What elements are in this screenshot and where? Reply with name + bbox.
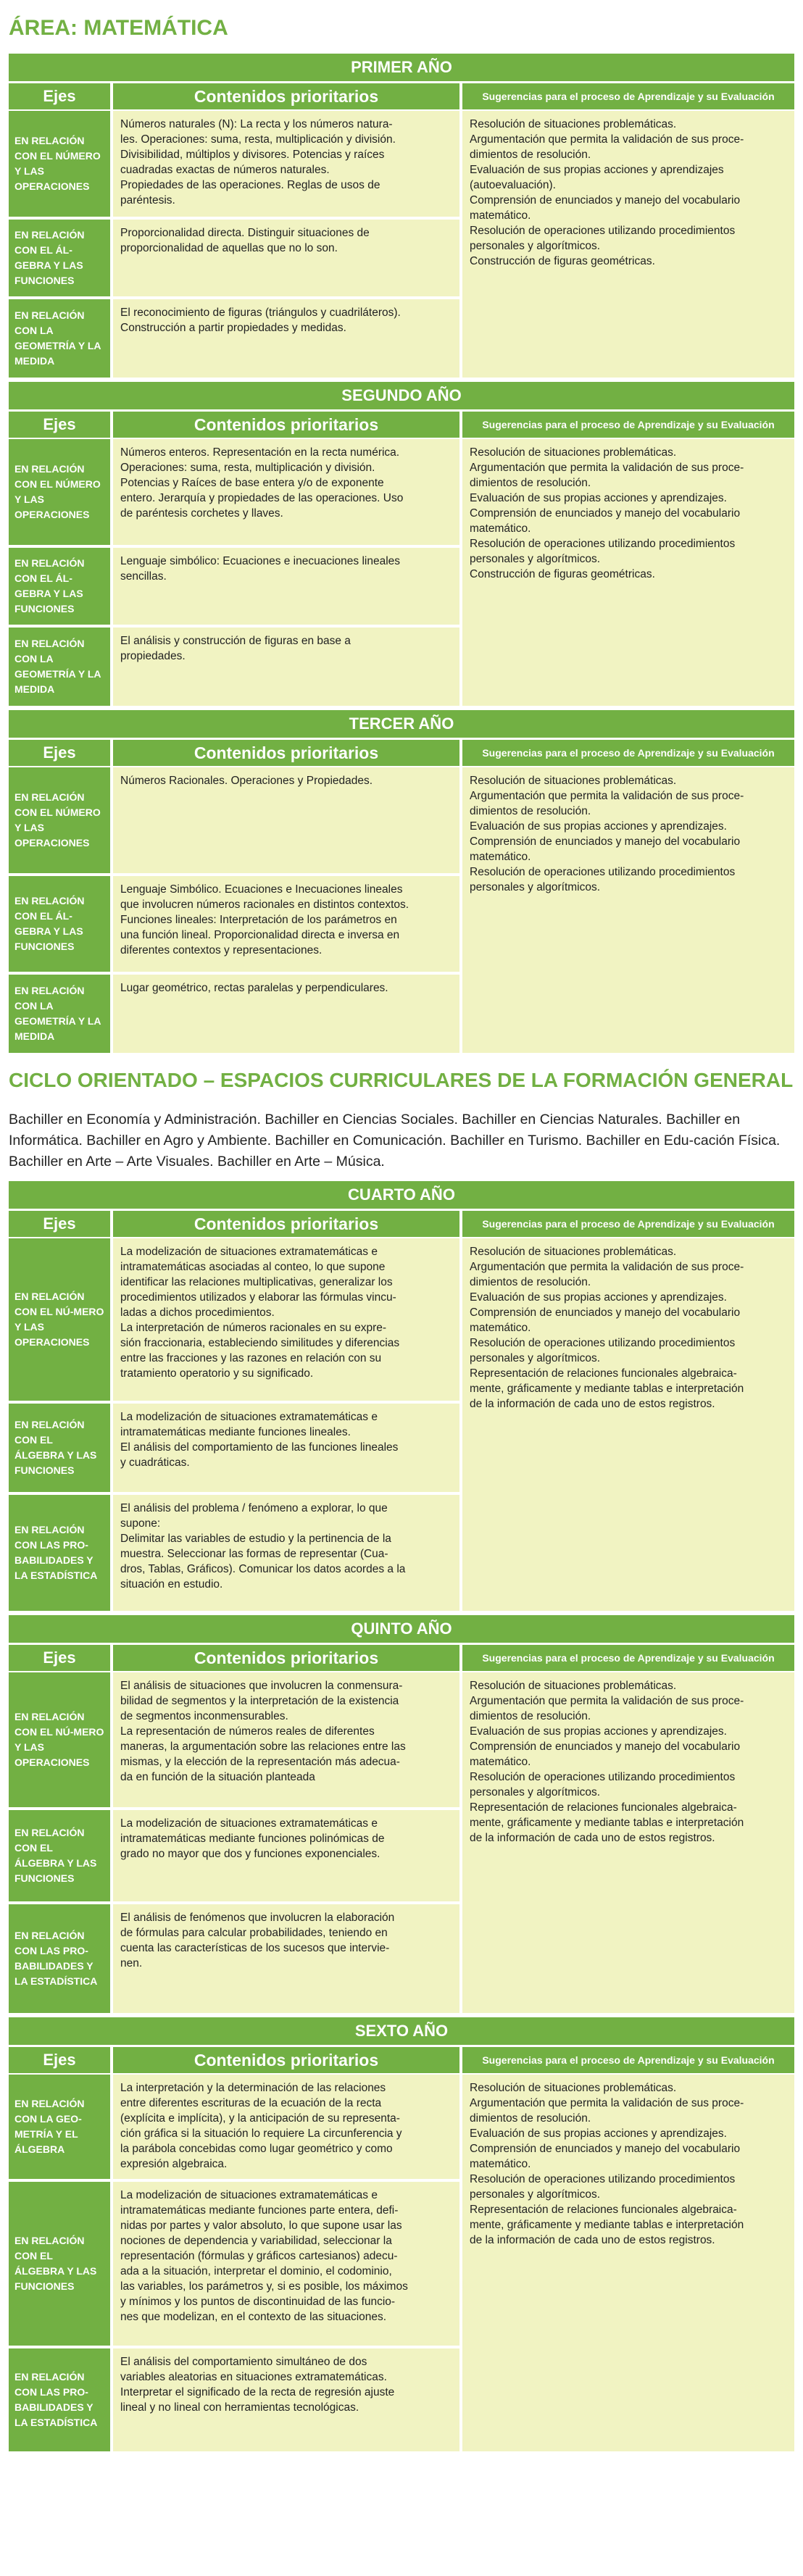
contenido-cell: La interpretación y la determinación de las relaciones entre diferentes escrituras de la ecuación de la recta (explícita e implícita), y la anticipación de su representa- ción gráfica si la situación lo requiere La circunferencia y la parábola concebidas como lugar geométrico y como expresión algebraica.: [113, 2075, 459, 2179]
sugerencias-cell: Resolución de situaciones problemáticas. Argumentación que permita la validación de sus proce- dimientos de resolución. Evaluación de sus propias acciones y aprendizajes. Comprensión de enunciados y manejo del vocabulario matemático. Resolución de operaciones utilizando procedimientos personales y algorítmicos. Construcción de figuras geométricas.: [462, 439, 794, 706]
year-table: [9, 2075, 794, 2451]
ciclo-title: CICLO ORIENTADO – ESPACIOS CURRICULARES DE LA FORMACIÓN GENERAL: [9, 1069, 794, 1091]
eje-label: EN RELACIÓN CON EL ÁL-GEBRA Y LAS FUNCIONES: [9, 548, 110, 625]
year-section-5: [9, 1615, 794, 2013]
contenido-cell: Proporcionalidad directa. Distinguir situaciones de proporcionalidad de aquellas que no lo son.: [113, 220, 459, 296]
contenido-cell: La modelización de situaciones extramatemáticas e intramatemáticas mediante funciones polinómicas de grado no mayor que dos y funciones exponenciales.: [113, 1810, 459, 1901]
table-header: [9, 83, 794, 109]
sugerencias-cell: Resolución de situaciones problemáticas. Argumentación que permita la validación de sus proce- dimientos de resolución. Evaluación de sus propias acciones y aprendizajes (autoevaluación). Comprensión de enunciados y manejo del vocabulario matemático. Resolución de operaciones utilizando procedimientos personales y algorítmicos. Construcción de figuras geométricas.: [462, 111, 794, 378]
year-table: [9, 1672, 794, 2013]
eje-label: EN RELACIÓN CON EL ÁLGEBRA Y LAS FUNCIONES: [9, 2182, 110, 2346]
header-ejes: Ejes: [9, 412, 110, 438]
year-section-4: [9, 1181, 794, 1611]
contenido-cell: Lenguaje Simbólico. Ecuaciones e Inecuaciones lineales que involucren números racionales en distintos contextos. Funciones lineales: Interpretación de los parámetros en una función lineal. Proporcionalidad directa e inversa en diferentes contextos y representaciones.: [113, 876, 459, 972]
contenido-cell: Números enteros. Representación en la recta numérica. Operaciones: suma, resta, multiplicación y división. Potencias y Raíces de base entera y/o de exponente entero. Jerarquía y propiedades de las operaciones. Uso de paréntesis corchetes y llaves.: [113, 439, 459, 545]
area-heading: [9, 0, 794, 49]
contenido-cell: El análisis y construcción de figuras en base a propiedades.: [113, 628, 459, 706]
header-contenidos: Contenidos prioritarios: [113, 83, 459, 109]
contenido-cell: La modelización de situaciones extramatemáticas e intramatemáticas mediante funciones parte entera, defi- nidas por partes y valor absoluto, lo que supone usar las nociones de dependencia y variabilidad, seleccionar la representación (fórmulas y gráficos cartesianos) adecu- ada a la situación, interpretar el dominio, el codominio, las variables, los parámetros y, si es posible, los máximos y mínimos y los puntos de discontinuidad de las funcio- nes que modelizan, en el contexto de las situaciones.: [113, 2182, 459, 2346]
contenido-cell: Lugar geométrico, rectas paralelas y perpendiculares.: [113, 975, 459, 1053]
year-section-1: [9, 54, 794, 378]
eje-label: EN RELACIÓN CON EL NÚMERO Y LAS OPERACIONES: [9, 111, 110, 217]
year-section-6: [9, 2017, 794, 2451]
eje-label: EN RELACIÓN CON LA GEOMETRÍA Y LA MEDIDA: [9, 975, 110, 1053]
table-header: [9, 2047, 794, 2073]
sugerencias-cell: Resolución de situaciones problemáticas. Argumentación que permita la validación de sus proce- dimientos de resolución. Evaluación de sus propias acciones y aprendizajes. Comprensión de enunciados y manejo del vocabulario matemático. Resolución de operaciones utilizando procedimientos personales y algorítmicos. Representación de relaciones funcionales algebraica- mente, gráficamente y mediante tablas e interpretación de la información de cada uno de estos registros.: [462, 1238, 794, 1611]
sugerencias-cell: Resolución de situaciones problemáticas. Argumentación que permita la validación de sus proce- dimientos de resolución. Evaluación de sus propias acciones y aprendizajes. Comprensión de enunciados y manejo del vocabulario matemático. Resolución de operaciones utilizando procedimientos personales y algorítmicos. Representación de relaciones funcionales algebraica- mente, gráficamente y mediante tablas e interpretación de la información de cada uno de estos registros.: [462, 1672, 794, 2013]
contenido-cell: La modelización de situaciones extramatemáticas e intramatemáticas asociadas al conteo, lo que supone identificar las relaciones multiplicativas, generalizar los procedimientos utilizados y elaborar las fórmulas vincu- ladas a dichos procedimientos. La interpretación de números racionales en su expre- sión fraccionaria, estableciendo similitudes y diferencias entre las fracciones y las razones en relación con su tratamiento operatorio y su significado.: [113, 1238, 459, 1401]
table-header: [9, 1645, 794, 1671]
header-contenidos: Contenidos prioritarios: [113, 412, 459, 438]
contenido-cell: Números Racionales. Operaciones y Propiedades.: [113, 767, 459, 873]
header-sugerencias: Sugerencias para el proceso de Aprendizaje y su Evaluación: [462, 1645, 794, 1671]
header-ejes: Ejes: [9, 740, 110, 766]
eje-label: EN RELACIÓN CON LAS PRO-BABILIDADES Y LA ESTADÍSTICA: [9, 2348, 110, 2451]
eje-label: EN RELACIÓN CON LAS PRO-BABILIDADES Y LA ESTADÍSTICA: [9, 1495, 110, 1611]
header-contenidos: Contenidos prioritarios: [113, 1645, 459, 1671]
header-contenidos: Contenidos prioritarios: [113, 2047, 459, 2073]
header-sugerencias: Sugerencias para el proceso de Aprendizaje y su Evaluación: [462, 1211, 794, 1237]
contenido-cell: El análisis del problema / fenómeno a explorar, lo que supone: Delimitar las variables de estudio y la pertinencia de la muestra. Seleccionar las formas de representar (Cua- dros, Tablas, Gráficos). Comunicar los datos acordes a la situación en estudio.: [113, 1495, 459, 1611]
header-ejes: Ejes: [9, 83, 110, 109]
ciclo-intro: Bachiller en Economía y Administración. Bachiller en Ciencias Sociales. Bachiller en Ciencias Naturales. Bachiller en Informática. Bachiller en Agro y Ambiente. Bachiller en Comunicación. Bachiller en Turismo. Bachiller en Edu-cación Física. Bachiller en Arte – Arte Visuales. Bachiller en Arte – Música.: [9, 1111, 781, 1170]
contenido-cell: Números naturales (N): La recta y los números natura- les. Operaciones: suma, resta, multiplicación y división. Divisibilidad, múltiplos y divisores. Potencias y raíces cuadradas exactas de números naturales. Propiedades de las operaciones. Reglas de usos de paréntesis.: [113, 111, 459, 217]
eje-label: EN RELACIÓN CON LA GEOMETRÍA Y LA MEDIDA: [9, 299, 110, 378]
year-title: SEGUNDO AÑO: [9, 382, 794, 409]
year-section-3: [9, 710, 794, 1053]
header-sugerencias: Sugerencias para el proceso de Aprendizaje y su Evaluación: [462, 412, 794, 438]
year-title: QUINTO AÑO: [9, 1615, 794, 1643]
header-sugerencias: Sugerencias para el proceso de Aprendizaje y su Evaluación: [462, 83, 794, 109]
year-table: [9, 767, 794, 1053]
contenido-cell: El análisis de fenómenos que involucren la elaboración de fórmulas para calcular probabilidades, teniendo en cuenta las características de los sucesos que intervie- nen.: [113, 1904, 459, 2013]
contenido-cell: El análisis del comportamiento simultáneo de dos variables aleatorias en situaciones extramatemáticas. Interpretar el significado de la recta de regresión ajuste lineal y no lineal con herramientas tecnológicas.: [113, 2348, 459, 2451]
area-label: ÁREA:: [9, 16, 78, 40]
header-ejes: Ejes: [9, 2047, 110, 2073]
contenido-cell: El análisis de situaciones que involucren la conmensura- bilidad de segmentos y la interpretación de la existencia de segmentos inconmensurables. La representación de números reales de diferentes maneras, la argumentación sobre las relaciones entre las mismas, y la elección de la representación más adecua- da en función de la situación planteada: [113, 1672, 459, 1807]
header-contenidos: Contenidos prioritarios: [113, 1211, 459, 1237]
eje-label: EN RELACIÓN CON EL ÁL-GEBRA Y LAS FUNCIONES: [9, 220, 110, 296]
eje-label: EN RELACIÓN CON LA GEOMETRÍA Y LA MEDIDA: [9, 628, 110, 706]
eje-label: EN RELACIÓN CON EL ÁLGEBRA Y LAS FUNCIONES: [9, 1810, 110, 1901]
area-name: MATEMÁTICA: [83, 16, 228, 40]
year-title: PRIMER AÑO: [9, 54, 794, 81]
year-title: TERCER AÑO: [9, 710, 794, 738]
table-header: [9, 412, 794, 438]
eje-label: EN RELACIÓN CON LA GEO-METRÍA Y EL ÁLGEBRA: [9, 2075, 110, 2179]
eje-label: EN RELACIÓN CON EL NÚMERO Y LAS OPERACIONES: [9, 439, 110, 545]
header-ejes: Ejes: [9, 1211, 110, 1237]
eje-label: EN RELACIÓN CON EL NÚ-MERO Y LAS OPERACIONES: [9, 1238, 110, 1401]
year-title: SEXTO AÑO: [9, 2017, 794, 2045]
year-table: [9, 439, 794, 706]
eje-label: EN RELACIÓN CON LAS PRO-BABILIDADES Y LA ESTADÍSTICA: [9, 1904, 110, 2013]
header-ejes: Ejes: [9, 1645, 110, 1671]
contenido-cell: El reconocimiento de figuras (triángulos y cuadriláteros). Construcción a partir propiedades y medidas.: [113, 299, 459, 378]
sugerencias-cell: Resolución de situaciones problemáticas. Argumentación que permita la validación de sus proce- dimientos de resolución. Evaluación de sus propias acciones y aprendizajes. Comprensión de enunciados y manejo del vocabulario matemático. Resolución de operaciones utilizando procedimientos personales y algorítmicos. Representación de relaciones funcionales algebraica- mente, gráficamente y mediante tablas e interpretación de la información de cada uno de estos registros.: [462, 2075, 794, 2451]
year-table: [9, 1238, 794, 1611]
header-sugerencias: Sugerencias para el proceso de Aprendizaje y su Evaluación: [462, 2047, 794, 2073]
table-header: [9, 1211, 794, 1237]
year-section-2: [9, 382, 794, 706]
sugerencias-cell: Resolución de situaciones problemáticas. Argumentación que permita la validación de sus proce- dimientos de resolución. Evaluación de sus propias acciones y aprendizajes. Comprensión de enunciados y manejo del vocabulario matemático. Resolución de operaciones utilizando procedimientos personales y algorítmicos.: [462, 767, 794, 1053]
eje-label: EN RELACIÓN CON EL NÚ-MERO Y LAS OPERACIONES: [9, 1672, 110, 1807]
year-title: CUARTO AÑO: [9, 1181, 794, 1209]
eje-label: EN RELACIÓN CON EL NÚMERO Y LAS OPERACIONES: [9, 767, 110, 873]
header-contenidos: Contenidos prioritarios: [113, 740, 459, 766]
contenido-cell: Lenguaje simbólico: Ecuaciones e inecuaciones lineales sencillas.: [113, 548, 459, 625]
contenido-cell: La modelización de situaciones extramatemáticas e intramatemáticas mediante funciones lineales. El análisis del comportamiento de las funciones lineales y cuadráticas.: [113, 1404, 459, 1492]
header-sugerencias: Sugerencias para el proceso de Aprendizaje y su Evaluación: [462, 740, 794, 766]
year-table: [9, 111, 794, 378]
eje-label: EN RELACIÓN CON EL ÁLGEBRA Y LAS FUNCIONES: [9, 1404, 110, 1492]
table-header: [9, 740, 794, 766]
eje-label: EN RELACIÓN CON EL ÁL-GEBRA Y LAS FUNCIONES: [9, 876, 110, 972]
